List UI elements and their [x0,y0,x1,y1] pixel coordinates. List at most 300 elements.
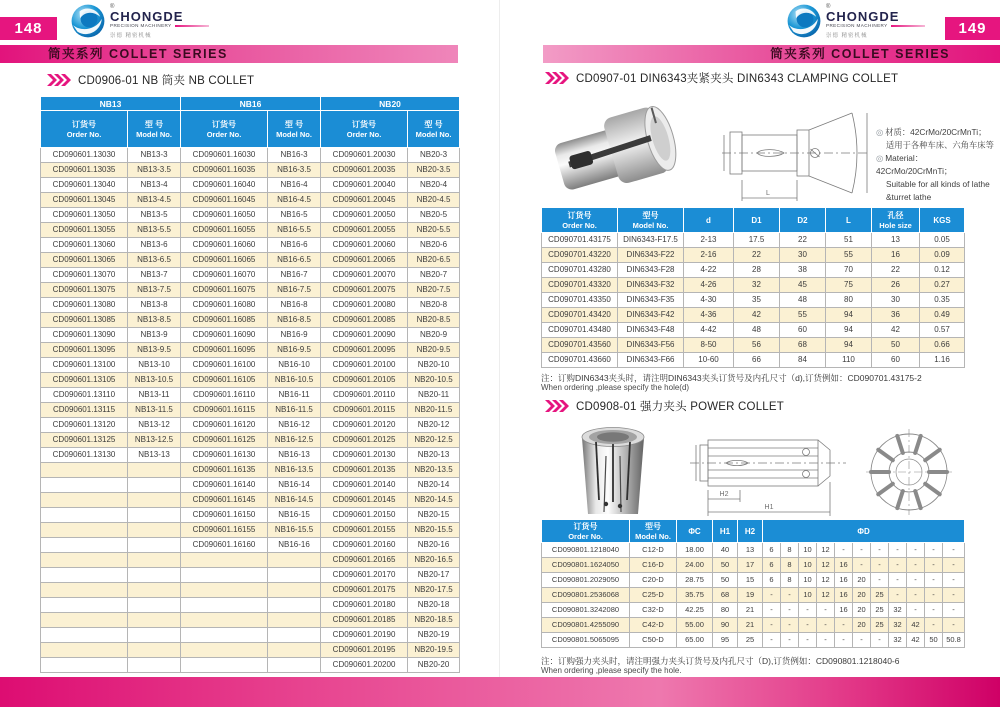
table-cell: NB13-6.5 [128,253,181,268]
table-cell: 16 [872,248,920,263]
column-header-model: 型 号 Model No. [268,111,321,148]
table-cell: - [907,603,925,618]
table-cell: - [799,603,817,618]
table-cell: NB20-6.5 [408,253,460,268]
table-cell: NB20-12.5 [408,433,460,448]
table-cell: NB13-10.5 [128,373,181,388]
table-cell: CD090601.16140 [181,478,268,493]
table-cell: NB16-5.5 [268,223,321,238]
column-header-order: 订货号 Order No. [321,111,408,148]
table-cell: CD090701.43280 [542,263,618,278]
table-cell: 24.00 [677,558,713,573]
table-cell: CD090601.16040 [181,178,268,193]
table-cell: - [763,603,781,618]
table-cell: NB13-12.5 [128,433,181,448]
table-cell: CD090601.16160 [181,538,268,553]
table-cell: CD090601.13115 [41,403,128,418]
table-cell: CD090601.20190 [321,628,408,643]
table-cell: CD090601.20095 [321,343,408,358]
globe-logo-icon [786,3,822,39]
brand-logo [70,3,209,39]
table-cell: NB16-13 [268,448,321,463]
table-cell: CD090601.20195 [321,643,408,658]
table-cell: - [925,543,943,558]
table-cell: - [781,633,799,648]
table-cell: NB20-7.5 [408,283,460,298]
material-line: Suitable for all kinds of lathe [886,179,990,189]
table-cell [268,568,321,583]
table-cell: - [943,618,965,633]
table-cell: NB16-6 [268,238,321,253]
table-row [542,353,965,368]
table-cell: NB16-3 [268,148,321,163]
table-cell: CD090701.43175 [542,233,618,248]
table-cell: - [943,573,965,588]
table-cell: 28.75 [677,573,713,588]
table-cell: 16 [835,573,853,588]
table-cell: 0.12 [920,263,965,278]
table-cell: CD090601.16130 [181,448,268,463]
table-cell: 25 [738,633,763,648]
brand-name: CHONGDE [826,9,900,24]
table-cell [128,553,181,568]
table-cell: - [889,588,907,603]
table-cell: 12 [817,543,835,558]
table-cell: CD090601.16050 [181,208,268,223]
section-title-nb-collet [47,73,254,87]
table-cell: CD090601.16090 [181,328,268,343]
table-cell: 60 [780,323,826,338]
column-header-phic: ΦC [677,520,713,543]
table-cell: 8 [781,573,799,588]
table-cell [181,628,268,643]
table-cell: CD090601.13100 [41,358,128,373]
din-collet-drawing [702,100,877,205]
table-cell: NB16-10 [268,358,321,373]
column-header-h1: H1 [713,520,738,543]
table-cell: - [889,543,907,558]
table-cell: NB13-9.5 [128,343,181,358]
column-header-l: L [826,208,872,233]
table-cell: 10 [799,543,817,558]
group-header-nb16: NB16 [181,97,321,111]
din-order-note-en: When ordering ,please specify the hole(d) [541,383,690,392]
table-cell: - [853,558,871,573]
table-cell: 13 [738,543,763,558]
table-cell: NB13-13 [128,448,181,463]
table-cell [41,538,128,553]
table-cell: 12 [817,588,835,603]
table-cell: NB20-13.5 [408,463,460,478]
table-cell: CD090601.16045 [181,193,268,208]
column-header-hole: 孔径 Hole size [872,208,920,233]
table-row [542,233,965,248]
table-cell: NB20-17 [408,568,460,583]
table-cell [128,643,181,658]
table-cell: NB13-12 [128,418,181,433]
table-cell: CD090801.3242080 [542,603,630,618]
table-cell: 70 [826,263,872,278]
power-collet-side-drawing [678,424,858,518]
nb-table-body [41,148,460,673]
table-cell: NB13-11 [128,388,181,403]
brand-name-zh: 崇德 精密机械 [110,33,152,39]
table-cell: 16 [835,588,853,603]
table-cell: NB20-15.5 [408,523,460,538]
table-cell: 84 [780,353,826,368]
logo-accent-line [891,25,925,27]
table-cell: - [817,603,835,618]
table-cell: 12 [817,558,835,573]
table-row [41,478,460,493]
table-cell: CD090601.13125 [41,433,128,448]
section-title-text: CD0907-01 DIN6343夹紧夹头 DIN6343 CLAMPING COLLET [576,73,899,85]
column-header-order: 订货号 Order No. [542,520,630,543]
table-row [41,598,460,613]
table-cell [41,553,128,568]
material-line: &turret lathe [886,192,932,202]
material-line: ◎ 材质：42CrMo/20CrMnTi； [876,127,987,137]
table-cell: 42 [734,308,780,323]
table-cell: NB16-7.5 [268,283,321,298]
table-cell: NB13-8.5 [128,313,181,328]
table-cell: 68 [780,338,826,353]
table-row [542,573,965,588]
table-cell: NB13-7 [128,268,181,283]
table-cell: NB16-7 [268,268,321,283]
table-cell: CD090601.16030 [181,148,268,163]
table-cell: 42 [907,618,925,633]
table-cell: C16-D [630,558,677,573]
table-cell: NB16-11 [268,388,321,403]
table-cell: CD090601.16060 [181,238,268,253]
table-cell: - [925,573,943,588]
table-cell: - [781,603,799,618]
table-cell: NB20-15 [408,508,460,523]
table-cell: CD090801.5065095 [542,633,630,648]
table-cell: NB20-9.5 [408,343,460,358]
table-cell: 36 [872,308,920,323]
table-cell: 17 [738,558,763,573]
table-cell: 0.57 [920,323,965,338]
table-cell: 20 [853,588,871,603]
table-cell: C25-D [630,588,677,603]
table-cell: CD090601.16035 [181,163,268,178]
table-cell [128,478,181,493]
table-cell: - [817,618,835,633]
table-cell: CD090601.16055 [181,223,268,238]
logo-accent-line [175,25,209,27]
table-row [542,338,965,353]
table-cell: NB13-5.5 [128,223,181,238]
table-cell: CD090601.20180 [321,598,408,613]
table-cell: CD090601.16065 [181,253,268,268]
table-cell: - [835,633,853,648]
chevrons-icon [47,74,71,86]
table-cell: 80 [713,603,738,618]
section-title-text: CD0908-01 强力夹头 POWER COLLET [576,401,784,413]
table-row [41,433,460,448]
table-cell: 45 [780,278,826,293]
table-cell: 21 [738,618,763,633]
table-cell: CD090601.20030 [321,148,408,163]
page-number-left: 148 [0,17,57,40]
table-row [41,523,460,538]
table-cell [268,583,321,598]
table-cell: NB16-3.5 [268,163,321,178]
table-cell: - [799,633,817,648]
table-cell: - [889,573,907,588]
din-collet-photo [545,100,695,200]
table-cell: NB20-13 [408,448,460,463]
page-number-right: 149 [945,17,1000,40]
table-cell: - [871,573,889,588]
column-header-phid: ΦD [763,520,965,543]
din-table-body [542,233,965,368]
table-cell: 75 [826,278,872,293]
column-header-model: 型号 Model No. [630,520,677,543]
table-row [542,293,965,308]
table-cell [128,538,181,553]
table-cell: 6 [763,558,781,573]
table-cell: DIN6343-F22 [618,248,684,263]
power-collet-photo [558,422,668,518]
table-cell: CD090601.20120 [321,418,408,433]
column-header-order: 订货号 Order No. [41,111,128,148]
table-row [542,323,965,338]
table-cell: 25 [871,618,889,633]
chevrons-icon [545,400,569,412]
table-row [41,553,460,568]
table-cell: NB20-18.5 [408,613,460,628]
table-cell: 22 [734,248,780,263]
table-cell [181,568,268,583]
table-cell: NB16-8 [268,298,321,313]
table-cell: DIN6343-F35 [618,293,684,308]
bottom-accent-bar [0,677,1000,707]
table-cell: - [943,603,965,618]
table-cell: 35.75 [677,588,713,603]
table-cell: CD090601.20085 [321,313,408,328]
table-cell: NB20-10 [408,358,460,373]
table-row [41,163,460,178]
table-cell [268,643,321,658]
table-cell: NB20-6 [408,238,460,253]
table-row [41,448,460,463]
table-cell: 0.27 [920,278,965,293]
table-cell: NB16-15.5 [268,523,321,538]
table-cell: DIN6343-F42 [618,308,684,323]
table-cell: CD090601.20110 [321,388,408,403]
table-row [41,178,460,193]
table-cell: NB20-16.5 [408,553,460,568]
table-cell: NB20-14.5 [408,493,460,508]
table-cell: NB20-18 [408,598,460,613]
table-row [41,313,460,328]
table-cell: NB16-8.5 [268,313,321,328]
table-cell: - [943,588,965,603]
table-cell: CD090601.16155 [181,523,268,538]
table-cell: NB13-7.5 [128,283,181,298]
table-cell: CD090601.13085 [41,313,128,328]
table-cell: - [781,588,799,603]
table-cell: 0.09 [920,248,965,263]
table-cell: 16 [835,603,853,618]
table-cell: NB20-7 [408,268,460,283]
drawing-dimension-label-H1: H1 [764,504,774,511]
column-header-kgs: KGS [920,208,965,233]
table-cell: CD090801.2029050 [542,573,630,588]
table-group-header-row [41,97,460,111]
table-cell: NB16-12.5 [268,433,321,448]
table-cell: NB13-3 [128,148,181,163]
table-cell: CD090601.13055 [41,223,128,238]
table-cell [41,568,128,583]
table-cell: C20-D [630,573,677,588]
table-cell: - [763,618,781,633]
table-row [542,558,965,573]
table-cell: 0.35 [920,293,965,308]
table-cell: NB20-19.5 [408,643,460,658]
table-cell: - [943,543,965,558]
table-cell: CD090601.16115 [181,403,268,418]
table-cell: 32 [734,278,780,293]
table-cell: 10 [799,588,817,603]
table-row [542,263,965,278]
table-cell [181,598,268,613]
table-cell: 6 [763,543,781,558]
table-cell: 32 [889,603,907,618]
drawing-dimension-label-H2: H2 [719,491,729,498]
table-cell: - [925,558,943,573]
table-cell: NB20-3 [408,148,460,163]
material-line: ◎ Material：42CrMo/20CrMnTi； [876,153,953,176]
table-cell: 110 [826,353,872,368]
drawing-dimension-label-L: L [766,190,770,197]
table-cell [128,568,181,583]
table-cell: 94 [826,323,872,338]
table-cell: 4-36 [684,308,734,323]
table-row [41,613,460,628]
table-cell: 22 [872,263,920,278]
table-cell: CD090601.16110 [181,388,268,403]
table-row [41,403,460,418]
table-cell: 51 [826,233,872,248]
table-cell: NB20-17.5 [408,583,460,598]
table-cell: NB20-11 [408,388,460,403]
table-cell: CD090701.43420 [542,308,618,323]
table-cell: CD090601.20065 [321,253,408,268]
column-header-model: 型号 Model No. [618,208,684,233]
table-cell: CD090601.20080 [321,298,408,313]
table-cell [181,553,268,568]
table-cell: CD090601.16120 [181,418,268,433]
table-row [41,268,460,283]
table-cell: - [925,588,943,603]
table-cell: CD090601.20130 [321,448,408,463]
table-cell: - [817,633,835,648]
section-title-text: CD0906-01 NB 筒夹 NB COLLET [78,75,255,87]
table-cell: 48 [734,323,780,338]
table-cell: CD090601.20105 [321,373,408,388]
table-row [542,543,965,558]
table-cell: - [853,543,871,558]
table-cell: - [925,603,943,618]
series-banner-right: 筒夹系列 COLLET SERIES [543,45,1000,63]
table-row [41,238,460,253]
table-cell: NB16-11.5 [268,403,321,418]
table-cell: 8 [781,543,799,558]
column-header-h2: H2 [738,520,763,543]
table-cell: CD090701.43660 [542,353,618,368]
table-cell: C42-D [630,618,677,633]
table-cell: CD090601.16150 [181,508,268,523]
series-banner-left: 筒夹系列 COLLET SERIES [0,45,458,63]
table-cell: NB20-20 [408,658,460,673]
table-cell: CD090601.13065 [41,253,128,268]
table-cell: 28 [734,263,780,278]
table-cell: CD090601.20055 [321,223,408,238]
table-cell: DIN6343-F28 [618,263,684,278]
column-header-order: 订货号 Order No. [181,111,268,148]
table-cell: - [871,543,889,558]
table-cell [41,613,128,628]
table-cell: 2-16 [684,248,734,263]
column-header-model: 型 号 Model No. [408,111,460,148]
table-cell [41,478,128,493]
table-cell: CD090601.20145 [321,493,408,508]
table-cell [128,613,181,628]
table-cell: NB16-5 [268,208,321,223]
table-cell: NB16-13.5 [268,463,321,478]
table-row [41,373,460,388]
table-cell: CD090601.16075 [181,283,268,298]
table-header-row [41,111,460,148]
material-notes [876,126,998,204]
table-cell: NB20-9 [408,328,460,343]
table-cell [128,598,181,613]
table-cell: CD090601.20100 [321,358,408,373]
table-cell: CD090601.20075 [321,283,408,298]
table-cell: NB13-10 [128,358,181,373]
table-cell: CD090601.20035 [321,163,408,178]
table-cell: 56 [734,338,780,353]
column-header-order: 订货号 Order No. [542,208,618,233]
table-row [542,603,965,618]
table-cell: DIN6343-F48 [618,323,684,338]
table-cell: NB20-3.5 [408,163,460,178]
table-cell: NB20-4 [408,178,460,193]
table-cell: 32 [889,633,907,648]
table-cell [41,493,128,508]
table-cell: CD090601.13050 [41,208,128,223]
table-cell: CD090601.20175 [321,583,408,598]
globe-logo-icon [70,3,106,39]
nb-collet-table [40,96,460,673]
table-cell: - [853,633,871,648]
table-cell: CD090601.13110 [41,388,128,403]
table-cell: - [835,543,853,558]
table-cell [128,523,181,538]
table-cell: 4-26 [684,278,734,293]
table-cell: 55 [780,308,826,323]
column-header-model: 型 号 Model No. [128,111,181,148]
column-header-d2: D2 [780,208,826,233]
table-cell: 8 [781,558,799,573]
table-cell: 19 [738,588,763,603]
table-cell: CD090601.13070 [41,268,128,283]
table-cell: 95 [713,633,738,648]
